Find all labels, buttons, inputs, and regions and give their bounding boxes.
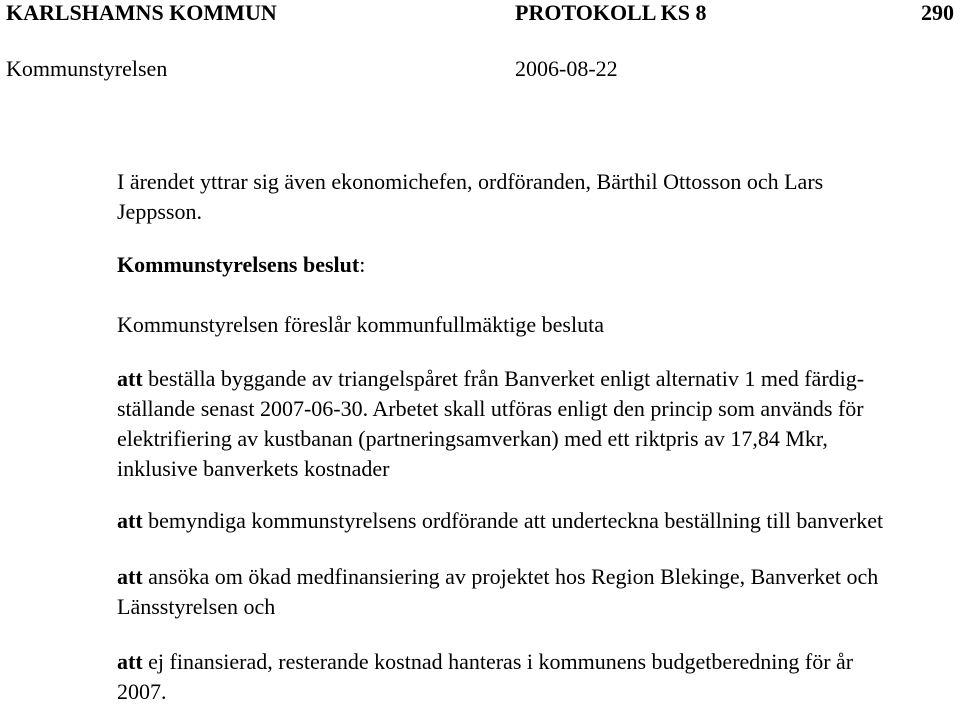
clause-keyword: att [117, 508, 143, 533]
clause-text: ej finansierad, resterande kostnad hanteras i kommunens budgetberedning för år [142, 649, 854, 674]
intro-line: Jeppsson. [117, 199, 202, 224]
clause-line [117, 506, 960, 536]
clause-paragraph [117, 562, 960, 622]
clause-line: inklusive banverkets kostnader [117, 456, 390, 481]
page-number: 290 [921, 0, 954, 25]
clause-line: ställande senast 2007-06-30. Arbetet skall utföras enligt den princip som används för [117, 396, 864, 421]
municipality-name: KARLSHAMNS KOMMUN [6, 0, 277, 25]
clause-paragraph [117, 364, 960, 484]
document-header-top [6, 0, 954, 26]
decision-heading-colon: : [359, 252, 366, 277]
clause-keyword: att [117, 564, 143, 589]
clause-line [117, 647, 960, 677]
clause-line [117, 562, 960, 592]
clause-line: Länsstyrelsen och [117, 594, 276, 619]
clause-paragraph [117, 506, 960, 536]
clause-text: bemyndiga kommunstyrelsens ordförande att underteckna beställning till banverket [142, 508, 884, 533]
decision-heading-text: Kommunstyrelsens beslut [117, 252, 360, 277]
clause-text: ansöka om ökad medfinansiering av projektet hos Region Blekinge, Banverket och [142, 564, 879, 589]
clause-paragraph [117, 647, 960, 707]
protocol-title: PROTOKOLL KS 8 [515, 0, 707, 25]
meeting-date: 2006-08-22 [515, 56, 618, 81]
intro-paragraph [117, 167, 960, 227]
intro-line: I ärendet yttrar sig även ekonomichefen, ordföranden, Bärthil Ottosson och Lars [117, 169, 824, 194]
document-header-sub [6, 54, 954, 82]
clause-text: beställa byggande av triangelspåret från Banverket enligt alternativ 1 med färdig- [142, 366, 865, 391]
clause-line [117, 364, 960, 394]
proposal-line: Kommunstyrelsen föreslår kommunfullmäktige besluta [117, 312, 604, 337]
clause-line: elektrifiering av kustbanan (partneringsamverkan) med ett riktpris av 17,84 Mkr, [117, 426, 828, 451]
clause-line: 2007. [117, 679, 167, 704]
committee-name: Kommunstyrelsen [6, 56, 168, 81]
clause-keyword: att [117, 649, 143, 674]
decision-heading [117, 250, 960, 280]
clause-keyword: att [117, 366, 143, 391]
